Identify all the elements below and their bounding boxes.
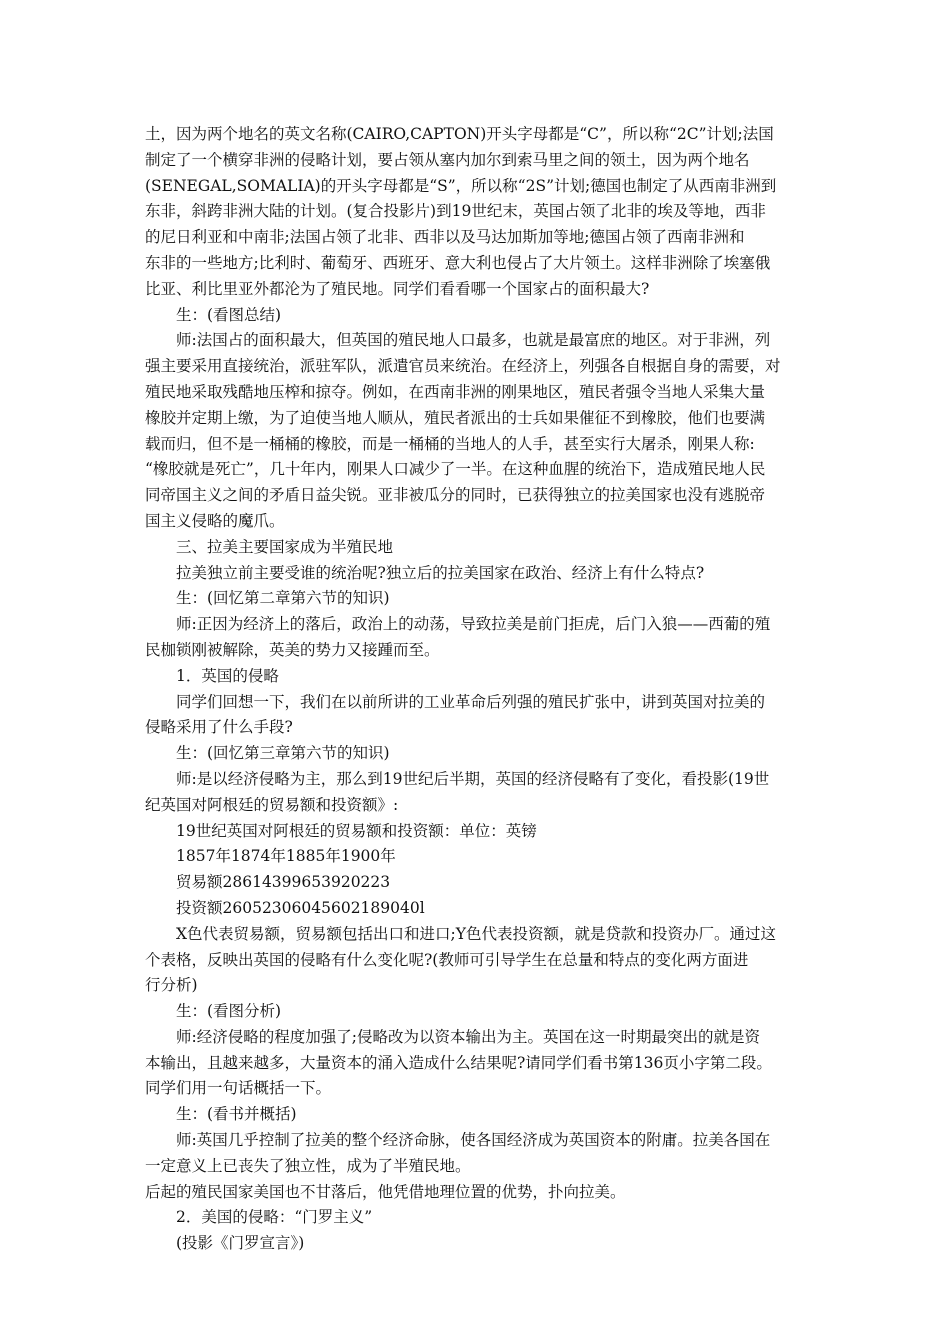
- text-line: 后起的殖民国家美国也不甘落后，他凭借地理位置的优势，扑向拉美。: [145, 1182, 626, 1201]
- document-body: [145, 122, 811, 1257]
- text-line: 生：(看图总结): [176, 305, 282, 324]
- text-line: 纪英国对阿根廷的贸易额和投资额》:: [145, 795, 399, 814]
- text-line: 生：(回忆第三章第六节的知识): [176, 744, 390, 763]
- text-line: 同学们用一句话概括一下。: [145, 1079, 332, 1098]
- text-line: 19世纪英国对阿根廷的贸易额和投资额：单位：英镑: [176, 821, 537, 840]
- text-line: (投影《门罗宣言》): [176, 1234, 305, 1253]
- text-line: 师:正因为经济上的落后，政治上的动荡，导致拉美是前门拒虎，后门入狼——西葡的殖: [176, 615, 771, 634]
- text-line: 东非的一些地方;比利时、葡萄牙、西班牙、意大利也侵占了大片领土。这样非洲除了埃塞俄: [145, 253, 771, 272]
- text-line: “橡胶就是死亡”，几十年内，刚果人口减少了一半。在这种血腥的统治下，造成殖民地人民: [145, 460, 766, 479]
- text-line: 东非，斜跨非洲大陆的计划。(复合投影片)到19世纪末，英国占领了北非的埃及等地，西非: [145, 202, 766, 221]
- text-line: 民枷锁刚被解除，英美的势力又接踵而至。: [145, 640, 440, 659]
- text-line: 师:法国占的面积最大，但英国的殖民地人口最多，也就是最富庶的地区。对于非洲，列: [176, 331, 771, 350]
- text-line: 生：(回忆第二章第六节的知识): [176, 589, 390, 608]
- text-line: 制定了一个横穿非洲的侵略计划，要占领从塞内加尔到索马里之间的领土，因为两个地名: [145, 150, 750, 169]
- text-line: 生：(看图分析): [176, 1002, 282, 1021]
- text-line: 三、拉美主要国家成为半殖民地: [176, 537, 394, 556]
- text-line: 侵略采用了什么手段?: [145, 718, 293, 737]
- text-line: 1．英国的侵略: [176, 666, 279, 685]
- text-line: 师:是以经济侵略为主，那么到19世纪后半期，英国的经济侵略有了变化，看投影(19世: [176, 769, 770, 788]
- text-line: 1857年1874年1885年1900年: [176, 847, 396, 866]
- text-line: X色代表贸易额，贸易额包括出口和进口;Y色代表投资额，就是贷款和投资办厂。通过这: [176, 924, 776, 943]
- text-line: 一定意义上已丧失了独立性，成为了半殖民地。: [145, 1156, 471, 1175]
- text-line: 拉美独立前主要受谁的统治呢?独立后的拉美国家在政治、经济上有什么特点?: [176, 563, 705, 582]
- text-line: 投资额26052306045602189040l: [176, 898, 425, 917]
- text-line: 生：(看书并概括): [176, 1105, 297, 1124]
- text-line: 橡胶并定期上缴，为了迫使当地人顺从，殖民者派出的士兵如果催征不到橡胶，他们也要满: [145, 408, 766, 427]
- text-line: 师:经济侵略的程度加强了;侵略改为以资本输出为主。英国在这一时期最突出的就是资: [176, 1027, 760, 1046]
- text-line: 强主要采用直接统治，派驻军队，派遣官员来统治。在经济上，列强各自根据自身的需要，对: [145, 357, 781, 376]
- text-line: 载而归，但不是一桶桶的橡胶，而是一桶桶的当地人的人手，甚至实行大屠杀，刚果人称:: [145, 434, 755, 453]
- text-line: 同帝国主义之间的矛盾日益尖锐。亚非被瓜分的同时，已获得独立的拉美国家也没有逃脱帝: [145, 486, 766, 505]
- text-line: 个表格，反映出英国的侵略有什么变化呢?(教师可引导学生在总量和特点的变化两方面进: [145, 950, 749, 969]
- text-line: 比亚、利比里亚外都沦为了殖民地。同学们看看哪一个国家占的面积最大?: [145, 279, 650, 298]
- text-line: 同学们回想一下，我们在以前所讲的工业革命后列强的殖民扩张中，讲到英国对拉美的: [176, 692, 766, 711]
- text-line: 贸易额28614399653920223: [176, 873, 391, 892]
- text-line: 殖民地采取残酷地压榨和掠夺。例如，在西南非洲的刚果地区，殖民者强令当地人采集大量: [145, 382, 766, 401]
- text-line: 本输出，且越来越多，大量资本的涌入造成什么结果呢?请同学们看书第136页小字第二段。: [145, 1053, 772, 1072]
- text-line: 的尼日利亚和中南非;法国占领了北非、西非以及马达加斯加等地;德国占领了西南非洲和: [145, 228, 745, 247]
- text-line: 国主义侵略的魔爪。: [145, 511, 285, 530]
- text-line: 土，因为两个地名的英文名称(CAIRO,CAPTON)开头字母都是“C”，所以称“2C”计划;法国: [145, 125, 774, 143]
- text-line: 师:英国几乎控制了拉美的整个经济命脉，使各国经济成为英国资本的附庸。拉美各国在: [176, 1131, 771, 1150]
- text-line: 2．美国的侵略：“门罗主义”: [176, 1208, 373, 1227]
- text-line: (SENEGAL,SOMALIA)的开头字母都是“S”，所以称“2S”计划;德国也制定了从西南非洲到: [145, 176, 777, 195]
- text-line: 行分析): [145, 976, 198, 995]
